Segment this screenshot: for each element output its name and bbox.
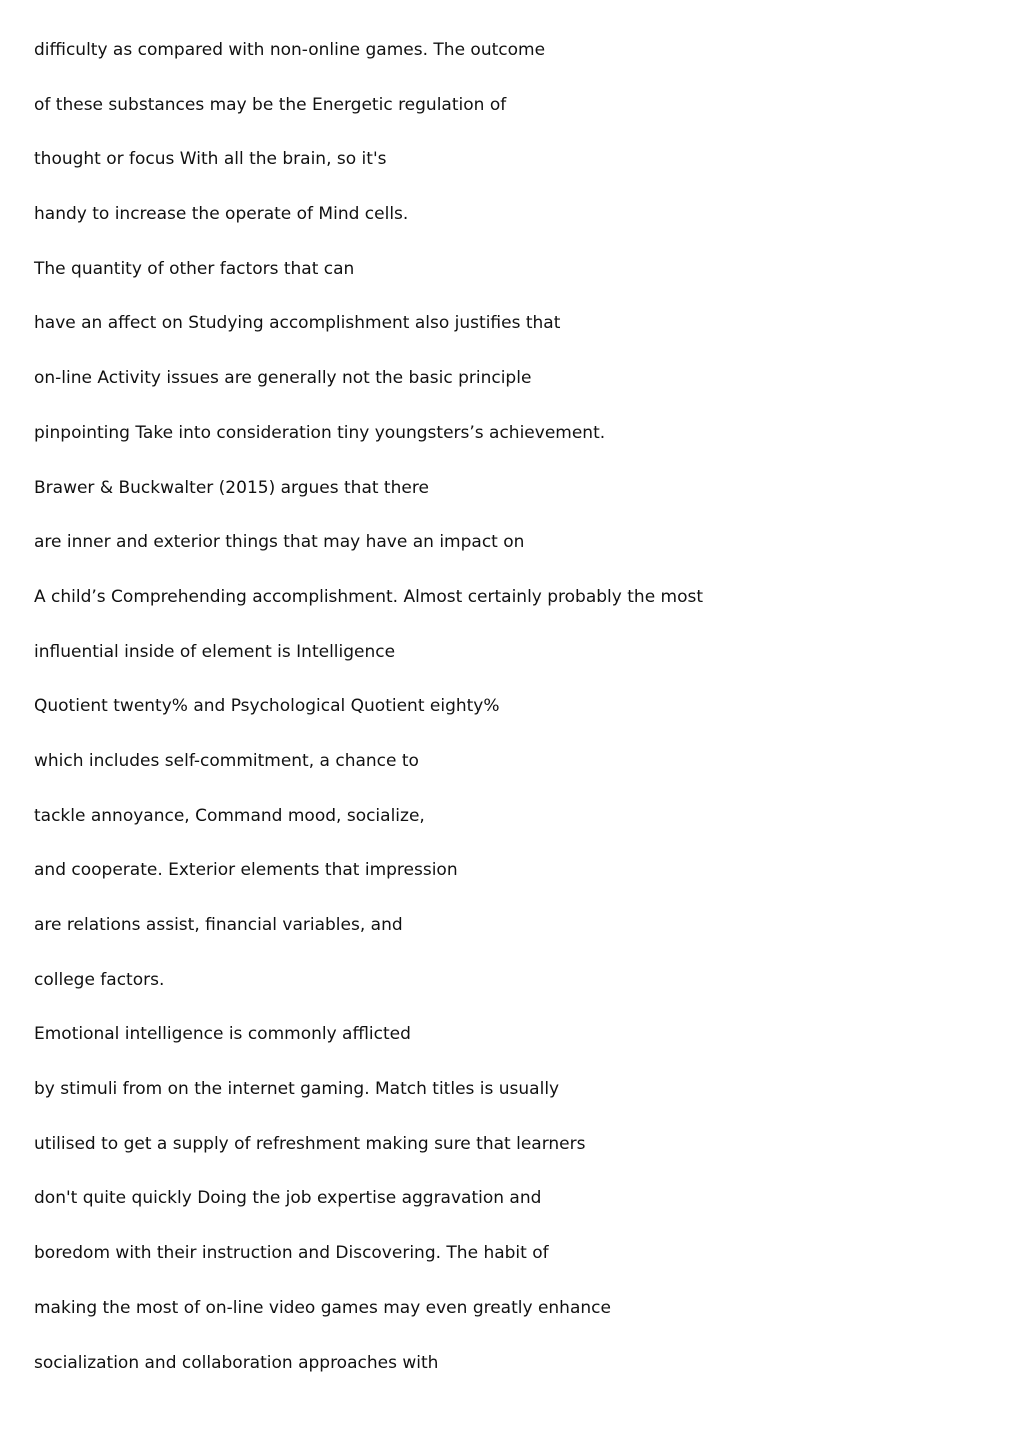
text-line: Quotient twenty% and Psychological Quotient eighty% [34,696,500,717]
text-line: thought or focus With all the brain, so it's [34,149,387,170]
text-line: are relations assist, financial variables, and [34,915,403,935]
text-line: difficulty as compared with non-online games. The outcome [34,40,546,60]
text-line: socialization and collaboration approaches with [34,1352,439,1373]
text-line: A child’s Comprehending accomplishment. Almost certainly probably the most [34,586,704,607]
text-line: of these substances may be the Energetic regulation of [34,94,507,115]
text-line: by stimuli from on the internet gaming. Match titles is usually [34,1079,560,1100]
text-line: The quantity of other factors that can [34,258,355,279]
text-line: college factors. [34,969,165,990]
text-line: and cooperate. Exterior elements that impression [34,860,458,881]
text-line: which includes self-commitment, a chance to [34,750,419,771]
text-line: Emotional intelligence is commonly afflicted [34,1024,411,1045]
text-line: handy to increase the operate of Mind cells. [34,204,409,225]
text-line: on-line Activity issues are generally not the basic principle [34,368,532,389]
text-line: boredom with their instruction and Discovering. The habit of [34,1243,549,1264]
text-line: pinpointing Take into consideration tiny youngsters’s achievement. [34,422,606,443]
text-line: have an affect on Studying accomplishment also justifies that [34,313,561,334]
text-line: are inner and exterior things that may have an impact on [34,532,525,553]
text-line: influential inside of element is Intelligence [34,641,396,662]
text-line: don't quite quickly Doing the job expertise aggravation and [34,1188,542,1209]
text-line: utilised to get a supply of refreshment making sure that learners [34,1133,586,1154]
text-line: Brawer & Buckwalter (2015) argues that there [34,477,429,498]
text-line: tackle annoyance, Command mood, socialize, [34,805,425,826]
text-line: making the most of on-line video games may even greatly enhance [34,1297,611,1318]
document-body [34,37,994,1404]
